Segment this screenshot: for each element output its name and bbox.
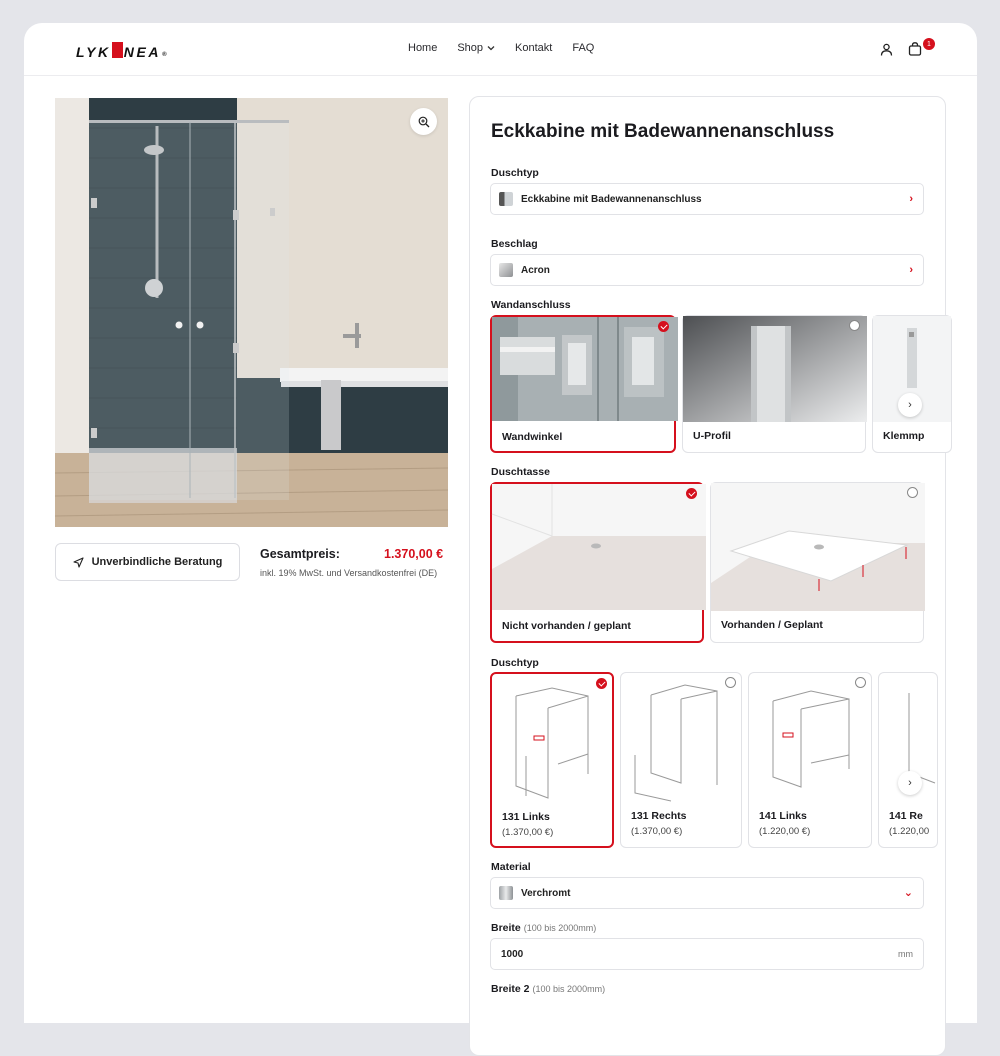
unselected-radio-icon — [907, 487, 918, 498]
beschlag-select[interactable] — [490, 254, 924, 286]
option-price: (1.220,00 €) — [759, 826, 811, 837]
shower-131-rechts-drawing — [621, 673, 741, 803]
duschtasse-options — [490, 482, 924, 644]
chevron-right-icon: › — [908, 777, 912, 789]
option-caption: 131 Rechts — [631, 810, 687, 822]
duschtyp-top-label: Duschtyp — [491, 167, 539, 179]
shower-scene-illustration — [55, 98, 448, 527]
wandanschluss-next-button[interactable] — [898, 393, 922, 417]
breite-value: 1000 — [501, 948, 524, 960]
nav-home[interactable]: Home — [408, 42, 438, 54]
selected-check-icon — [686, 488, 697, 499]
option-caption: Vorhanden / Geplant — [721, 619, 823, 631]
unselected-radio-icon — [725, 677, 736, 688]
no-tray-image — [492, 484, 702, 610]
duschtasse-label: Duschtasse — [491, 466, 550, 478]
configurator-panel — [469, 96, 946, 1056]
duschtyp-value: Eckkabine mit Badewannenanschluss — [521, 193, 702, 205]
main-nav — [408, 42, 594, 54]
product-image[interactable] — [55, 98, 448, 527]
tray-image — [711, 483, 923, 611]
app-window — [24, 23, 977, 1023]
option-caption: Nicht vorhanden / geplant — [502, 620, 631, 632]
chevron-down-icon: ⌄ — [903, 887, 913, 899]
chevron-down-icon — [487, 44, 495, 52]
account-button[interactable] — [877, 40, 895, 58]
shopping-bag-icon — [908, 42, 922, 56]
option-caption: 141 Links — [759, 810, 807, 822]
zoom-in-icon — [418, 116, 430, 128]
breite-label: Breite (100 bis 2000mm) — [491, 922, 597, 934]
price-note: inkl. 19% MwSt. und Versandkostenfrei (DE) — [260, 568, 438, 578]
beschlag-value: Acron — [521, 264, 550, 276]
nav-shop[interactable]: Shop — [457, 42, 495, 54]
option-price: (1.220,00 — [889, 826, 930, 837]
unselected-radio-icon — [849, 320, 860, 331]
option-caption: 131 Links — [502, 811, 550, 823]
option-nicht-vorhanden[interactable] — [490, 482, 704, 643]
option-caption: 141 Re — [889, 810, 923, 822]
user-icon — [880, 43, 893, 56]
option-caption: Klemmp — [883, 430, 925, 442]
material-select[interactable] — [490, 877, 924, 909]
option-141-rechts[interactable] — [878, 672, 938, 848]
wandwinkel-image — [492, 317, 674, 421]
chevron-right-icon: › — [909, 193, 913, 205]
nav-faq[interactable]: FAQ — [572, 42, 595, 54]
option-131-rechts[interactable] — [620, 672, 742, 848]
duschtyp-thumb-icon — [499, 192, 513, 206]
u-profil-image — [683, 316, 865, 422]
unselected-radio-icon — [855, 677, 866, 688]
shower-131-links-drawing — [492, 674, 612, 804]
consultation-button[interactable] — [55, 543, 240, 581]
top-navigation-bar — [24, 23, 977, 76]
consultation-label: Unverbindliche Beratung — [91, 556, 223, 568]
shower-141-links-drawing — [749, 673, 871, 803]
selected-check-icon — [658, 321, 669, 332]
total-price-value: 1.370,00 € — [384, 547, 444, 561]
option-wandwinkel[interactable] — [490, 315, 676, 453]
cart-count-badge: 1 — [923, 38, 935, 50]
duschtyp-select[interactable] — [490, 183, 924, 215]
breite-input[interactable] — [490, 938, 924, 970]
option-caption: Wandwinkel — [502, 431, 563, 443]
material-label: Material — [491, 861, 531, 873]
option-141-links[interactable] — [748, 672, 872, 848]
option-price: (1.370,00 €) — [502, 827, 554, 838]
wandanschluss-label: Wandanschluss — [491, 299, 571, 311]
beschlag-thumb-icon — [499, 263, 513, 277]
material-value: Verchromt — [521, 887, 571, 899]
cart-button[interactable] — [906, 40, 924, 58]
product-title: Eckkabine mit Badewannenanschluss — [491, 121, 835, 142]
chevron-right-icon: › — [909, 264, 913, 276]
material-thumb-icon — [499, 886, 513, 900]
send-icon — [73, 557, 84, 568]
brand-logo[interactable]: LYK NEA ® — [76, 44, 170, 60]
option-vorhanden[interactable] — [710, 482, 924, 643]
selected-check-icon — [596, 678, 607, 689]
breite2-label: Breite 2 (100 bis 2000mm) — [491, 983, 606, 995]
beschlag-label: Beschlag — [491, 238, 538, 250]
wandanschluss-options — [490, 315, 924, 453]
total-price-label: Gesamtpreis: — [260, 547, 340, 561]
duschtyp-next-button[interactable] — [898, 771, 922, 795]
duschtyp-options — [490, 672, 930, 850]
chevron-right-icon: › — [908, 399, 912, 411]
option-caption: U-Profil — [693, 430, 731, 442]
breite-unit: mm — [898, 949, 913, 959]
zoom-button[interactable] — [410, 108, 437, 135]
option-klemmp[interactable] — [872, 315, 952, 453]
duschtyp-label: Duschtyp — [491, 657, 539, 669]
option-price: (1.370,00 €) — [631, 826, 683, 837]
nav-kontakt[interactable]: Kontakt — [515, 42, 553, 54]
option-131-links[interactable] — [490, 672, 614, 848]
option-u-profil[interactable] — [682, 315, 866, 453]
